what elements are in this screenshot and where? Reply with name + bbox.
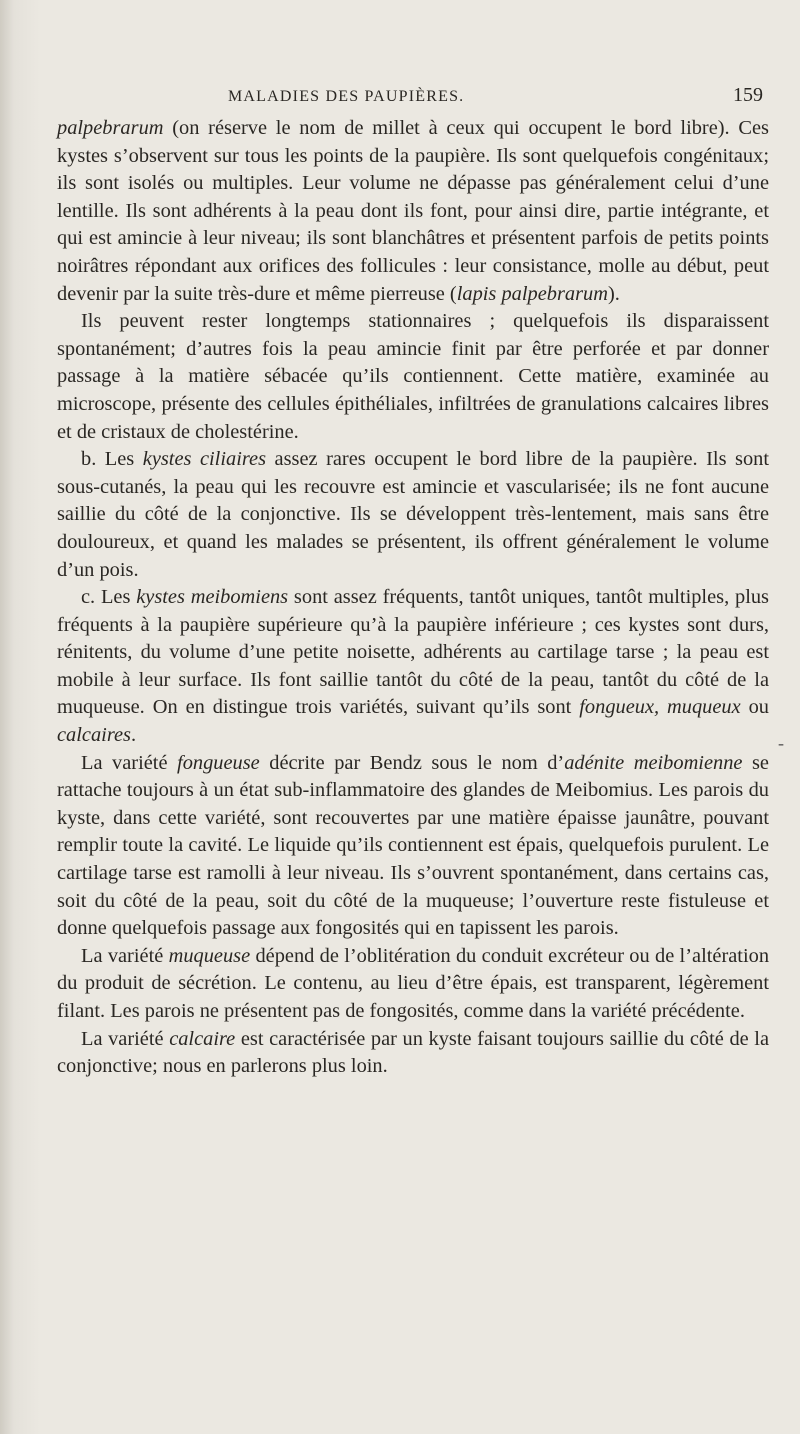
paragraph	[57, 1026, 769, 1081]
text-run: b. Les	[81, 448, 143, 471]
paragraph	[57, 750, 769, 943]
text-run: (on réserve le nom de millet à ceux qui occupent le bord libre). Ces kystes s’observent sur tous les points de la paupière. Ils sont quelquefois congénitaux; ils sont isolés ou multiples. Leur volume ne dépasse pas généralement celui d’une lentille. Ils sont adhérents à la peau dont ils font, pour ainsi dire, partie intégrante, et qui est amincie à leur niveau; ils sont blanchâtres et présentent parfois de petits points noirâtres répondant aux orifices des follicules : leur consistance, molle au début, peut devenir par la suite très-dure et même pierreuse (	[57, 117, 769, 305]
text-run: La variété	[81, 751, 178, 774]
text-run: .	[131, 724, 137, 747]
italic-term: fongueuse	[177, 751, 260, 774]
body-text	[57, 115, 769, 1081]
page-number: 159	[733, 84, 763, 106]
text-run: c. Les	[81, 586, 137, 609]
italic-term: muqueuse	[168, 944, 251, 967]
italic-term: kystes ciliaires	[142, 448, 267, 471]
text-run: ou	[740, 696, 769, 719]
paragraph	[57, 308, 769, 446]
text-run: décrite par Bendz sous le nom d’	[259, 751, 565, 774]
text-run: sont assez fréquents, tantôt uniques, tantôt multiples, plus fréquents à la paupière supérieure qu’à la paupière inférieure ; ces kystes sont durs, rénitents, du volume d’une petite noisette, adhérents au cartilage tarse ; la peau est mobile à leur surface. Ils font saillie tantôt du côté de la peau, tantôt du côté de la muqueuse. On en distingue trois variétés, suivant qu’ils sont	[57, 586, 769, 719]
italic-term: palpebrarum	[57, 117, 164, 139]
italic-term: kystes meibomiens	[136, 586, 289, 609]
text-run: Ils peuvent rester longtemps stationnaires ; quelquefois ils disparaissent spontanément; d’autres fois la peau amincie finit par être perforée et par donner passage à la matière sébacée qu’ils contiennent. Cette matière, examinée au microscope, présente des cellules épithéliales, infiltrées de granulations calcaires libres et de cristaux de cholestérine.	[57, 310, 769, 443]
margin-mark: -	[778, 733, 784, 753]
paragraph	[57, 115, 769, 308]
italic-term: adénite meibomienne	[564, 751, 743, 774]
text-run: dépend de l’oblitération du conduit excréteur ou de l’altération du produit de sécrétion. Le contenu, au lieu d’être épais, est transparent, légèrement filant. Les parois ne présentent pas de fongosités, comme dans la variété précédente.	[57, 944, 770, 1022]
italic-term: calcaire	[169, 1027, 236, 1050]
text-run: La variété	[81, 944, 169, 967]
text-run: ).	[607, 282, 620, 305]
paragraph	[57, 446, 769, 584]
italic-term: fongueux, muqueux	[579, 696, 741, 719]
italic-term: calcaires	[57, 724, 131, 747]
text-run: est caractérisée par un kyste faisant toujours saillie du côté de la conjonctive; nous en parlerons plus loin.	[57, 1027, 770, 1078]
text-run: se rattache toujours à un état sub-inflammatoire des glandes de Meibomius. Les parois du kyste, dans cette variété, sont recouvertes par une matière épaisse jaunâtre, pouvant remplir toute la cavité. Le liquide qu’ils contiennent est épais, quelquefois purulent. Le cartilage tarse est ramolli à leur niveau. Ils s’ouvrent spontanément, dans certains cas, soit du côté de la peau, soit du côté de la muqueuse; l’ouverture reste fistuleuse et donne quelquefois passage aux fongosités qui en tapissent les parois.	[57, 751, 769, 940]
paragraph	[57, 584, 769, 750]
running-title: MALADIES DES PAUPIÈRES.	[228, 88, 465, 105]
text-run: assez rares occupent le bord libre de la paupière. Ils sont sous-cutanés, la peau qui les recouvre est amincie et vascularisée; ils ne font aucune saillie du côté de la conjonctive. Ils se développent très-lentement, mais sans être douloureux, et quand les malades se présentent, ils offrent généralement le volume d’un pois.	[57, 448, 770, 581]
paragraph	[57, 943, 769, 1026]
text-run: La variété	[81, 1027, 170, 1050]
italic-term: lapis palpebrarum	[456, 282, 608, 305]
